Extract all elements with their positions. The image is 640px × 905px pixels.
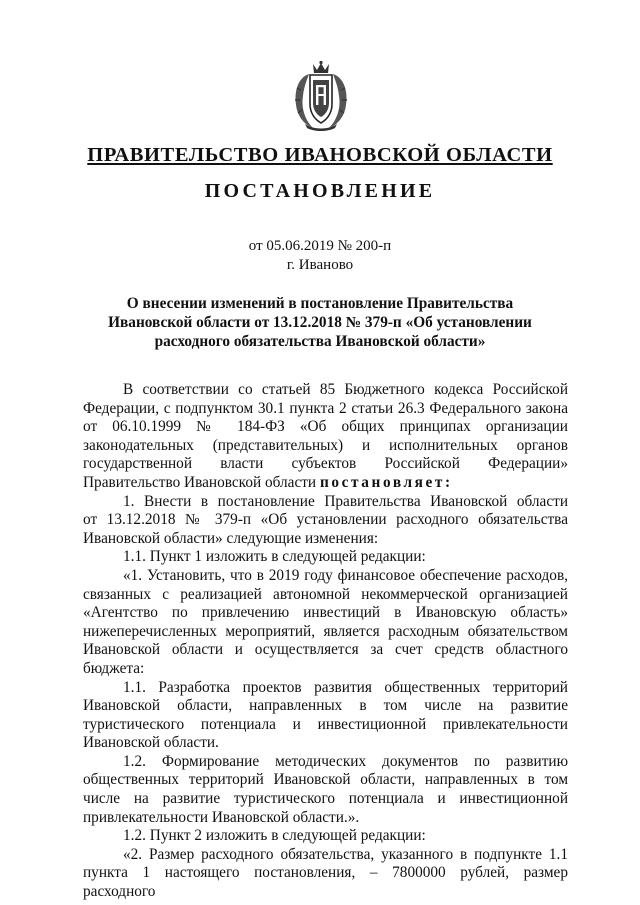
body-line: от 13.12.2018 № 379-п «Об установлении расходного обязательства bbox=[83, 511, 568, 529]
body-line: нижеперечисленных мероприятий, является расходным обязательством bbox=[83, 622, 568, 640]
body-line: бюджета: bbox=[83, 659, 145, 677]
body-line: 1.1. Пункт 1 изложить в следующей редакции: bbox=[123, 548, 426, 566]
document-city: г. Иваново bbox=[286, 257, 354, 273]
body-line: Ивановской области, направленных в том числе на развитие bbox=[83, 697, 568, 715]
title-line: О внесении изменений в постановление Правительства bbox=[126, 295, 514, 312]
body-line: числе на развитие туристического потенциала и инвестиционной bbox=[83, 790, 568, 808]
body-line: общественных территорий Ивановской области, направленных в том bbox=[83, 771, 568, 789]
body-line: Ивановской области» следующие изменения: bbox=[83, 529, 379, 547]
document-title bbox=[60, 294, 580, 351]
document-type: ПОСТАНОВЛЕНИЕ bbox=[204, 180, 436, 202]
body-line: от 06.10.1999 № 184-ФЗ «Об общих принципах организации bbox=[83, 418, 568, 436]
body-line: В соответствии со статьей 85 Бюджетного кодекса Российской bbox=[123, 381, 568, 398]
body-line-text: Правительство Ивановской области bbox=[83, 473, 317, 491]
government-name: ПРАВИТЕЛЬСТВО ИВАНОВСКОЙ ОБЛАСТИ bbox=[87, 144, 553, 166]
body-line: 1.2. Формирование методических документов по развитию bbox=[123, 752, 568, 770]
body-line: 1. Внести в постановление Правительства Ивановской области bbox=[123, 492, 568, 510]
body-line: туристического потенциала и инвестиционной привлекательности bbox=[83, 715, 568, 733]
body-line: Ивановской области. bbox=[83, 734, 219, 752]
title-line: расходного обязательства Ивановской области» bbox=[154, 333, 486, 350]
document-date-number: от 05.06.2019 № 200-п bbox=[248, 238, 392, 254]
body-line: «Агентство по привлечению инвестиций в Ивановскую область» bbox=[83, 604, 568, 622]
document-body bbox=[83, 381, 568, 901]
coat-of-arms-icon bbox=[291, 60, 351, 132]
body-line: Ивановской области и осуществляется за счет средств областного bbox=[83, 641, 568, 659]
body-line bbox=[83, 474, 568, 493]
body-line: 1.2. Пункт 2 изложить в следующей редакции: bbox=[123, 827, 426, 845]
body-line: пункта 1 настоящего постановления, – 7800000 рублей, размер расходного bbox=[83, 864, 568, 901]
body-line: привлекательности Ивановской области.». bbox=[83, 808, 360, 826]
body-line: «2. Размер расходного обязательства, указанного в подпункте 1.1 bbox=[123, 845, 568, 863]
body-line: «1. Установить, что в 2019 году финансовое обеспечение расходов, bbox=[123, 566, 568, 584]
body-line: государственной власти субъектов Российской Федерации» bbox=[83, 455, 568, 473]
title-line: Ивановской области от 13.12.2018 № 379-п «Об установлении bbox=[108, 314, 532, 331]
body-line: связанных с реализацией автономной некоммерческой организацией bbox=[83, 585, 568, 603]
body-line: 1.1. Разработка проектов развития общественных территорий bbox=[123, 678, 568, 696]
resolves-word: постановляет: bbox=[319, 473, 453, 491]
body-line: законодательных (представительных) и исполнительных органов bbox=[83, 436, 568, 454]
body-line: Федерации, с подпунктом 30.1 пункта 2 статьи 26.3 Федерального закона bbox=[83, 399, 568, 417]
